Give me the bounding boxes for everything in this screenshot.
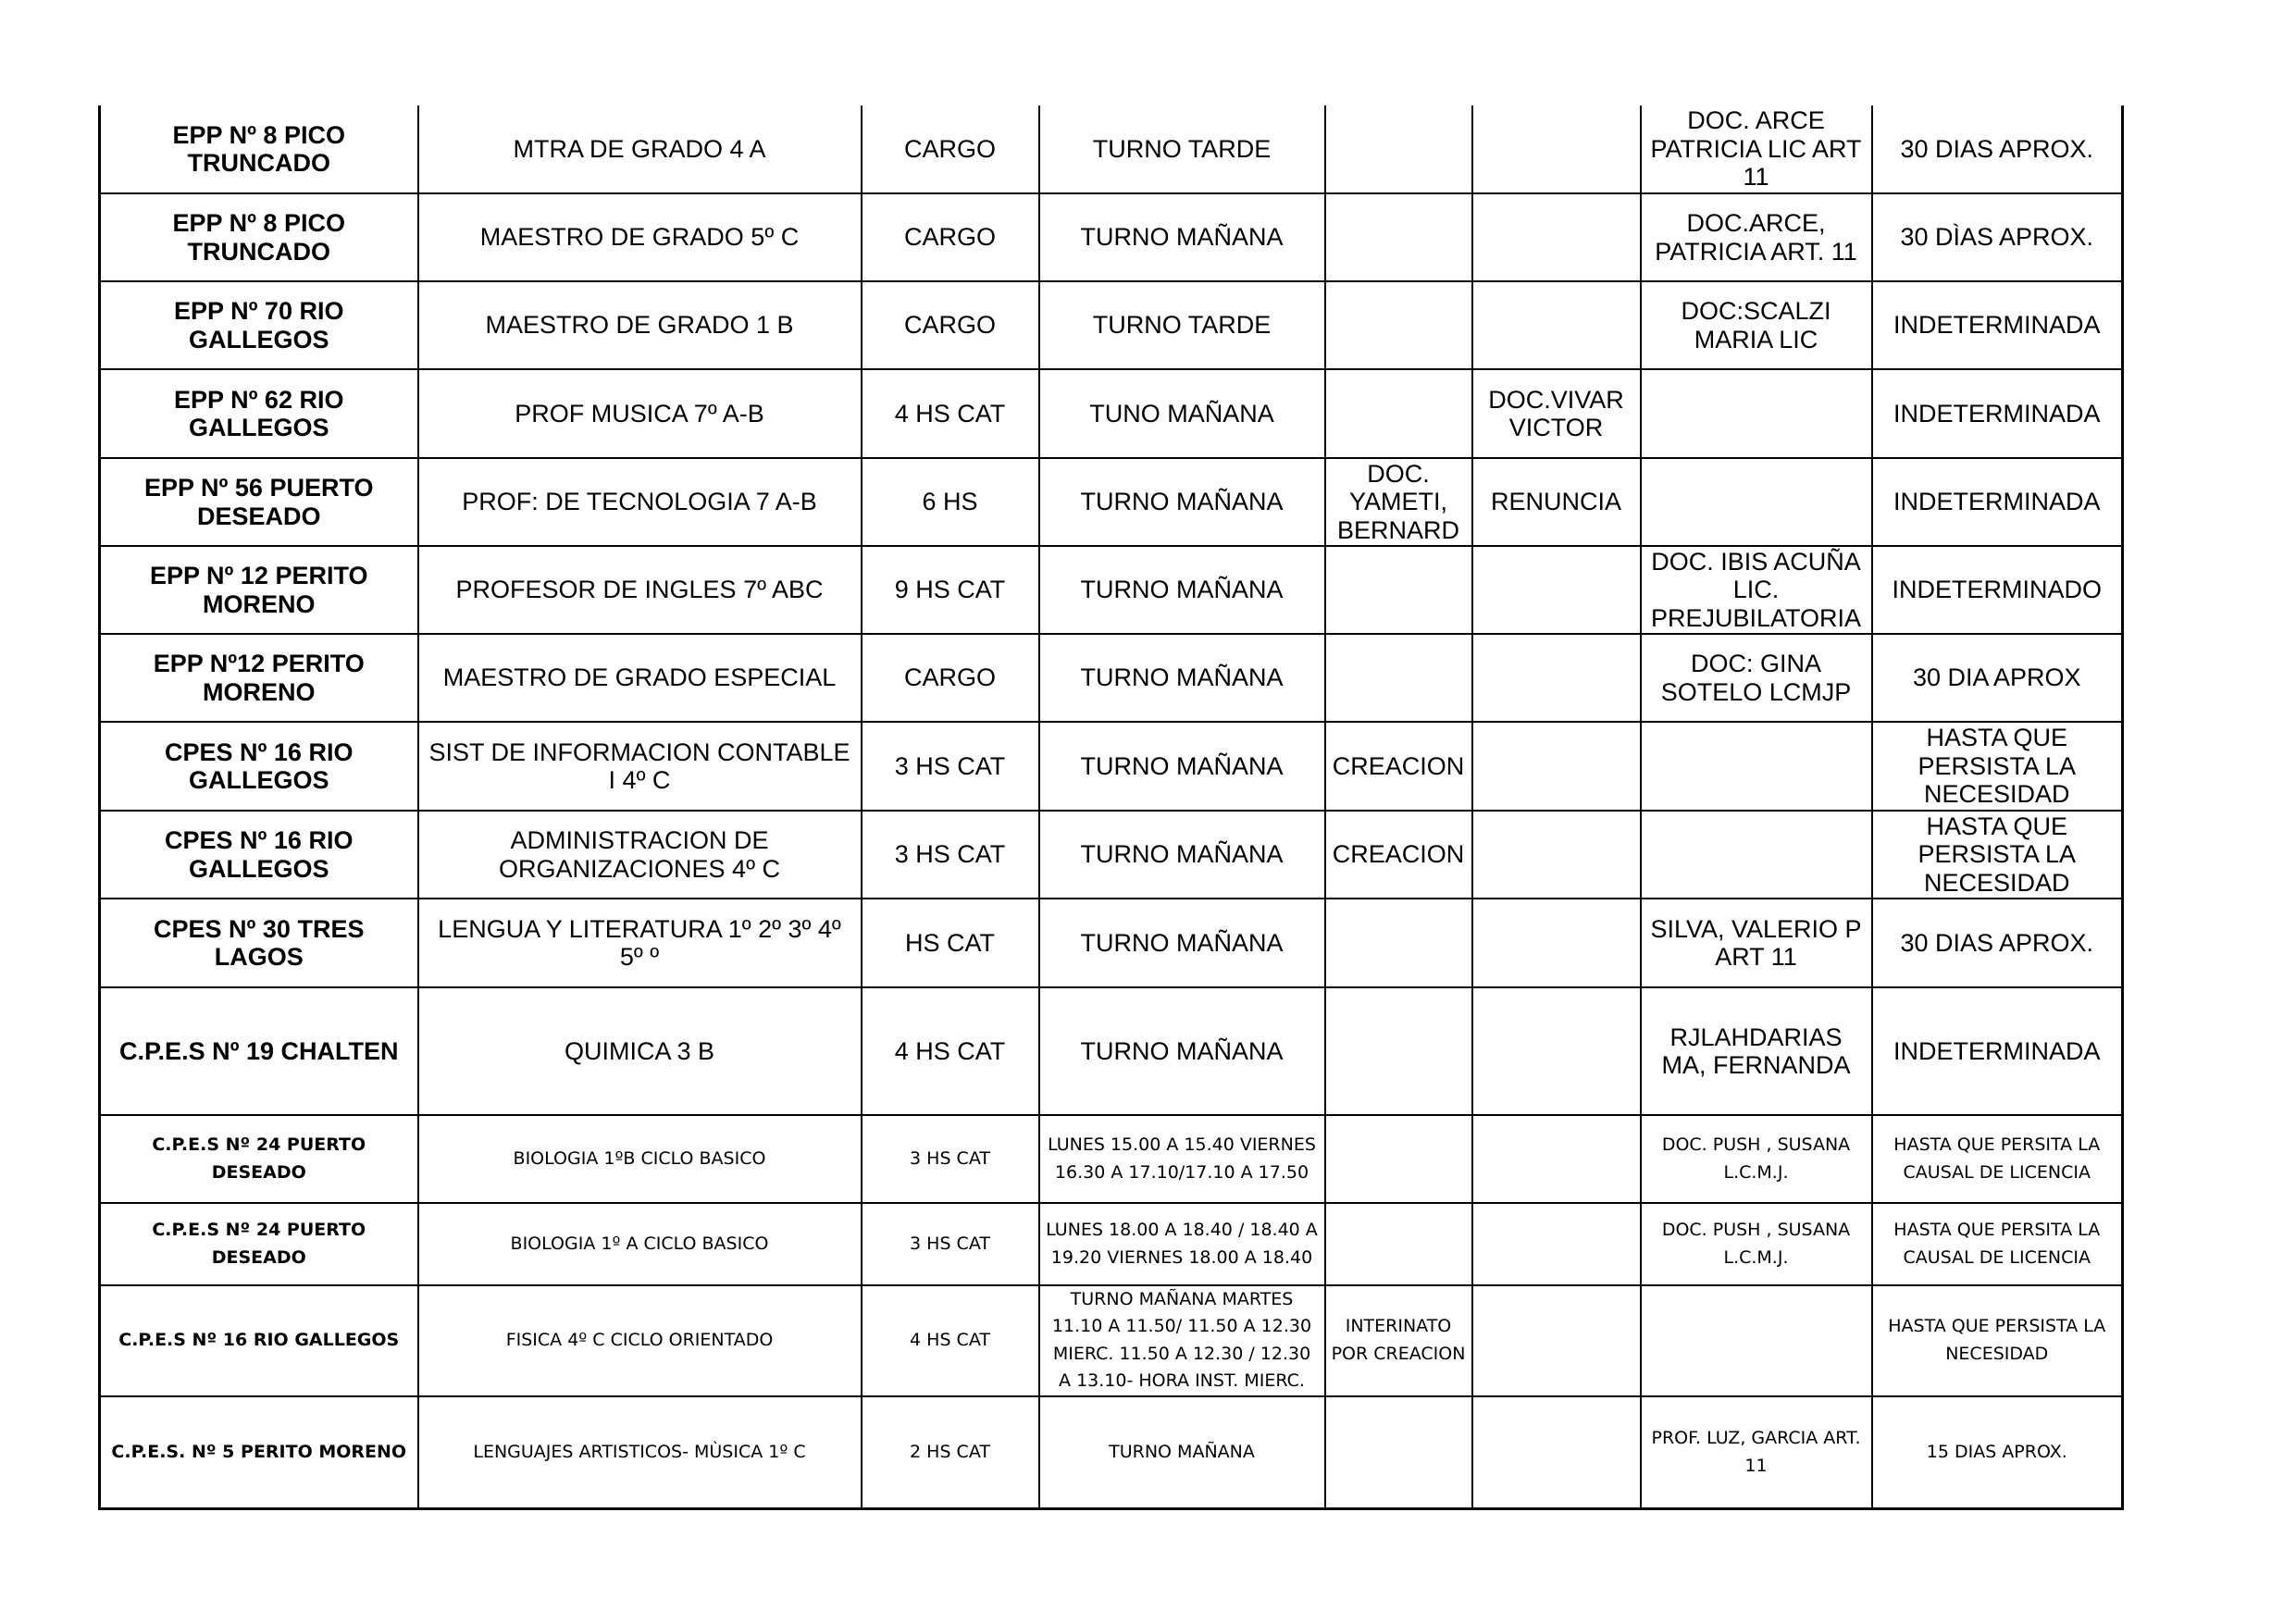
subject-cell: LENGUA Y LITERATURA 1º 2º 3º 4º 5º º <box>418 899 862 987</box>
shift-cell: TURNO MAÑANA <box>1039 193 1325 281</box>
school-cell: C.P.E.S Nº 16 RIO GALLEGOS <box>100 1285 418 1396</box>
duration-cell: 30 DIA APROX <box>1872 634 2123 722</box>
school-cell: C.P.E.S Nº 24 PUERTO DESEADO <box>100 1115 418 1203</box>
duration-cell: INDETERMINADA <box>1872 369 2123 458</box>
reason-cell <box>1325 1203 1472 1285</box>
table-row <box>100 634 2123 722</box>
teacher-cell <box>1472 1115 1641 1203</box>
school-cell: C.P.E.S Nº 24 PUERTO DESEADO <box>100 1203 418 1285</box>
reason-cell <box>1325 369 1472 458</box>
school-cell: C.P.E.S Nº 19 CHALTEN <box>100 987 418 1115</box>
school-cell: EPP Nº 12 PERITO MORENO <box>100 546 418 634</box>
hours-cell: 3 HS CAT <box>862 722 1039 811</box>
hours-cell: 3 HS CAT <box>862 811 1039 899</box>
license-cell <box>1641 1285 1872 1396</box>
duration-cell: 30 DÌAS APROX. <box>1872 193 2123 281</box>
duration-cell: HASTA QUE PERSITA LA CAUSAL DE LICENCIA <box>1872 1115 2123 1203</box>
duration-cell: INDETERMINADA <box>1872 281 2123 369</box>
duration-cell: 30 DIAS APROX. <box>1872 899 2123 987</box>
shift-cell: TURNO MAÑANA <box>1039 722 1325 811</box>
teacher-cell <box>1472 546 1641 634</box>
school-cell: EPP Nº 56 PUERTO DESEADO <box>100 458 418 546</box>
teacher-cell <box>1472 281 1641 369</box>
teacher-cell <box>1472 722 1641 811</box>
license-cell <box>1641 722 1872 811</box>
school-cell: CPES Nº 16 RIO GALLEGOS <box>100 722 418 811</box>
subject-cell: MAESTRO DE GRADO 5º C <box>418 193 862 281</box>
hours-cell: CARGO <box>862 193 1039 281</box>
reason-cell <box>1325 634 1472 722</box>
subject-cell: PROF MUSICA 7º A-B <box>418 369 862 458</box>
license-cell <box>1641 458 1872 546</box>
table-row <box>100 722 2123 811</box>
shift-cell: TURNO TARDE <box>1039 281 1325 369</box>
shift-cell: TURNO MAÑANA MARTES 11.10 A 11.50/ 11.50 A 12.30 MIERC. 11.50 A 12.30 / 12.30 A 13.10- HORA INST. MIERC. <box>1039 1285 1325 1396</box>
school-cell: CPES Nº 30 TRES LAGOS <box>100 899 418 987</box>
table-row <box>100 193 2123 281</box>
subject-cell: ADMINISTRACION DE ORGANIZACIONES 4º C <box>418 811 862 899</box>
license-cell <box>1641 811 1872 899</box>
duration-cell: 15 DIAS APROX. <box>1872 1396 2123 1509</box>
hours-cell: CARGO <box>862 634 1039 722</box>
table-row <box>100 369 2123 458</box>
hours-cell: 3 HS CAT <box>862 1203 1039 1285</box>
teacher-cell <box>1472 899 1641 987</box>
table-row <box>100 1396 2123 1509</box>
hours-cell: 6 HS <box>862 458 1039 546</box>
shift-cell: LUNES 15.00 A 15.40 VIERNES 16.30 A 17.10/17.10 A 17.50 <box>1039 1115 1325 1203</box>
duration-cell: INDETERMINADA <box>1872 458 2123 546</box>
hours-cell: 2 HS CAT <box>862 1396 1039 1509</box>
hours-cell: 4 HS CAT <box>862 369 1039 458</box>
school-cell: EPP Nº 70 RIO GALLEGOS <box>100 281 418 369</box>
shift-cell: TURNO MAÑANA <box>1039 634 1325 722</box>
school-cell: EPP Nº 8 PICO TRUNCADO <box>100 105 418 193</box>
subject-cell: QUIMICA 3 B <box>418 987 862 1115</box>
license-cell: DOC.ARCE, PATRICIA ART. 11 <box>1641 193 1872 281</box>
school-cell: CPES Nº 16 RIO GALLEGOS <box>100 811 418 899</box>
teacher-cell <box>1472 105 1641 193</box>
duration-cell: HASTA QUE PERSISTA LA NECESIDAD <box>1872 1285 2123 1396</box>
reason-cell <box>1325 193 1472 281</box>
subject-cell: LENGUAJES ARTISTICOS- MÙSICA 1º C <box>418 1396 862 1509</box>
table-row <box>100 811 2123 899</box>
license-cell: DOC. PUSH , SUSANA L.C.M.J. <box>1641 1115 1872 1203</box>
subject-cell: MAESTRO DE GRADO 1 B <box>418 281 862 369</box>
subject-cell: BIOLOGIA 1º A CICLO BASICO <box>418 1203 862 1285</box>
reason-cell: INTERINATO POR CREACION <box>1325 1285 1472 1396</box>
hours-cell: HS CAT <box>862 899 1039 987</box>
shift-cell: LUNES 18.00 A 18.40 / 18.40 A 19.20 VIERNES 18.00 A 18.40 <box>1039 1203 1325 1285</box>
reason-cell <box>1325 1115 1472 1203</box>
teacher-cell <box>1472 811 1641 899</box>
shift-cell: TURNO MAÑANA <box>1039 458 1325 546</box>
reason-cell <box>1325 105 1472 193</box>
table-row <box>100 1203 2123 1285</box>
shift-cell: TURNO MAÑANA <box>1039 1396 1325 1509</box>
reason-cell <box>1325 899 1472 987</box>
table-row <box>100 458 2123 546</box>
table-row <box>100 281 2123 369</box>
shift-cell: TURNO MAÑANA <box>1039 899 1325 987</box>
teacher-cell <box>1472 193 1641 281</box>
reason-cell <box>1325 546 1472 634</box>
reason-cell <box>1325 1396 1472 1509</box>
duration-cell: INDETERMINADO <box>1872 546 2123 634</box>
reason-cell <box>1325 281 1472 369</box>
teacher-cell <box>1472 634 1641 722</box>
teacher-cell: DOC.VIVAR VICTOR <box>1472 369 1641 458</box>
license-cell: RJLAHDARIAS MA, FERNANDA <box>1641 987 1872 1115</box>
table-body <box>100 105 2123 1509</box>
hours-cell: 4 HS CAT <box>862 987 1039 1115</box>
license-cell: DOC: GINA SOTELO LCMJP <box>1641 634 1872 722</box>
table-row <box>100 987 2123 1115</box>
table-row <box>100 546 2123 634</box>
license-cell: DOC. IBIS ACUÑA LIC. PREJUBILATORIA <box>1641 546 1872 634</box>
duration-cell: 30 DIAS APROX. <box>1872 105 2123 193</box>
hours-cell: 4 HS CAT <box>862 1285 1039 1396</box>
subject-cell: MTRA DE GRADO 4 A <box>418 105 862 193</box>
duration-cell: INDETERMINADA <box>1872 987 2123 1115</box>
license-cell: DOC:SCALZI MARIA LIC <box>1641 281 1872 369</box>
vacancy-table <box>98 105 2124 1510</box>
school-cell: EPP Nº12 PERITO MORENO <box>100 634 418 722</box>
teacher-cell <box>1472 1285 1641 1396</box>
school-cell: C.P.E.S. Nº 5 PERITO MORENO <box>100 1396 418 1509</box>
hours-cell: 9 HS CAT <box>862 546 1039 634</box>
school-cell: EPP Nº 8 PICO TRUNCADO <box>100 193 418 281</box>
shift-cell: TURNO MAÑANA <box>1039 811 1325 899</box>
subject-cell: MAESTRO DE GRADO ESPECIAL <box>418 634 862 722</box>
table-row <box>100 899 2123 987</box>
reason-cell: CREACION <box>1325 722 1472 811</box>
teacher-cell <box>1472 987 1641 1115</box>
license-cell <box>1641 369 1872 458</box>
table-row <box>100 1115 2123 1203</box>
school-cell: EPP Nº 62 RIO GALLEGOS <box>100 369 418 458</box>
teacher-cell <box>1472 1396 1641 1509</box>
license-cell: PROF. LUZ, GARCIA ART. 11 <box>1641 1396 1872 1509</box>
hours-cell: CARGO <box>862 105 1039 193</box>
license-cell: DOC. PUSH , SUSANA L.C.M.J. <box>1641 1203 1872 1285</box>
shift-cell: TURNO MAÑANA <box>1039 987 1325 1115</box>
table-row <box>100 1285 2123 1396</box>
subject-cell: FISICA 4º C CICLO ORIENTADO <box>418 1285 862 1396</box>
teacher-cell <box>1472 1203 1641 1285</box>
shift-cell: TURNO MAÑANA <box>1039 546 1325 634</box>
subject-cell: PROF: DE TECNOLOGIA 7 A-B <box>418 458 862 546</box>
subject-cell: SIST DE INFORMACION CONTABLE I 4º C <box>418 722 862 811</box>
reason-cell: CREACION <box>1325 811 1472 899</box>
reason-cell: DOC. YAMETI, BERNARD <box>1325 458 1472 546</box>
subject-cell: BIOLOGIA 1ºB CICLO BASICO <box>418 1115 862 1203</box>
shift-cell: TURNO TARDE <box>1039 105 1325 193</box>
duration-cell: HASTA QUE PERSISTA LA NECESIDAD <box>1872 811 2123 899</box>
table-row <box>100 105 2123 193</box>
shift-cell: TUNO MAÑANA <box>1039 369 1325 458</box>
hours-cell: CARGO <box>862 281 1039 369</box>
duration-cell: HASTA QUE PERSISTA LA NECESIDAD <box>1872 722 2123 811</box>
license-cell: SILVA, VALERIO P ART 11 <box>1641 899 1872 987</box>
hours-cell: 3 HS CAT <box>862 1115 1039 1203</box>
teacher-cell: RENUNCIA <box>1472 458 1641 546</box>
reason-cell <box>1325 987 1472 1115</box>
duration-cell: HASTA QUE PERSITA LA CAUSAL DE LICENCIA <box>1872 1203 2123 1285</box>
license-cell: DOC. ARCE PATRICIA LIC ART 11 <box>1641 105 1872 193</box>
subject-cell: PROFESOR DE INGLES 7º ABC <box>418 546 862 634</box>
